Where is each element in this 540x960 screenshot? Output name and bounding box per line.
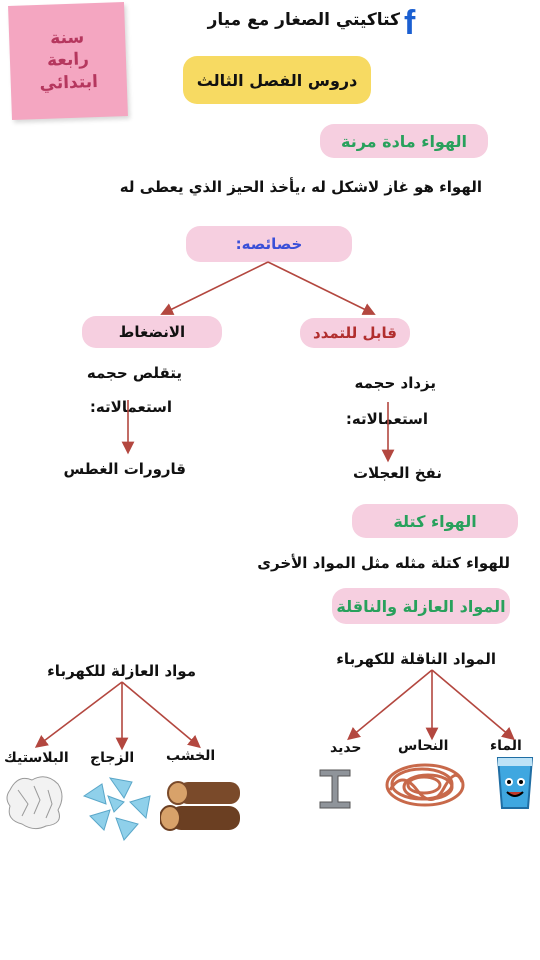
wood-logs-icon [160, 778, 244, 836]
glass-shards-icon [80, 774, 154, 844]
properties-title [186, 226, 352, 262]
compression-uses-label: استعمالاته: [89, 398, 172, 416]
section-air-elastic-heading [320, 124, 488, 158]
grade-line-1: سنة [49, 27, 85, 49]
copper-wire-icon [382, 760, 468, 810]
arrow-to-wood [122, 682, 196, 744]
section-air-elastic-heading-text: الهواء مادة مرنة [340, 131, 468, 151]
expansion-pill [300, 318, 410, 348]
section-materials-heading [332, 588, 510, 624]
expansion-use: نفخ العجلات [353, 464, 442, 482]
section-air-mass-heading-text: الهواء كتلة [393, 511, 477, 531]
insulators-title: مواد العازلة للكهرباء [47, 662, 196, 680]
section-air-mass-heading [352, 504, 518, 538]
grade-sticky-note [8, 2, 128, 120]
air-definition: الهواء هو غاز لاشكل له ،يأخذ الحيز الذي يعطى له [119, 178, 482, 196]
insulator-glass-label: الزجاج [90, 750, 135, 766]
arrow-to-iron [352, 670, 432, 736]
facebook-icon: f [404, 4, 416, 42]
unit-title: دروس الفصل الثالث [183, 56, 371, 104]
expansion-effect: يزداد حجمه [354, 374, 436, 392]
compression-title: الانضغاط [118, 323, 186, 341]
grade-line-2: رابعة [46, 49, 90, 71]
properties-title-text: خصائصه: [235, 235, 303, 253]
grade-line-3: ابتدائي [39, 71, 99, 94]
plastic-bags-icon [4, 770, 68, 832]
arrow-to-expansion [268, 262, 370, 312]
arrow-to-plastic [40, 682, 122, 744]
insulator-plastic-label: البلاستيك [4, 750, 69, 766]
compression-pill [82, 316, 222, 348]
conductor-copper-label: النحاس [398, 738, 449, 754]
expansion-uses-label: استعمالاته: [345, 410, 428, 428]
compression-use: قارورات الغطس [63, 460, 186, 478]
arrow-to-water [432, 670, 510, 736]
air-mass-text: للهواء كتلة مثله مثل المواد الأخرى [257, 554, 510, 572]
conductor-iron-label: حديد [330, 740, 362, 756]
iron-beam-icon [318, 768, 352, 810]
expansion-title: قابل للتمدد [313, 324, 397, 342]
water-glass-icon [494, 756, 536, 810]
conductor-water-label: الماء [490, 738, 522, 754]
conductors-title: المواد الناقلة للكهرباء [336, 650, 496, 668]
brand-name: كتاكيتي الصغار مع ميار [207, 10, 400, 30]
insulator-wood-label: الخشب [166, 748, 216, 764]
arrow-to-compression [166, 262, 268, 312]
section-materials-heading-text: المواد العازلة والناقلة [336, 596, 506, 616]
compression-effect: يتقلص حجمه [86, 364, 182, 382]
